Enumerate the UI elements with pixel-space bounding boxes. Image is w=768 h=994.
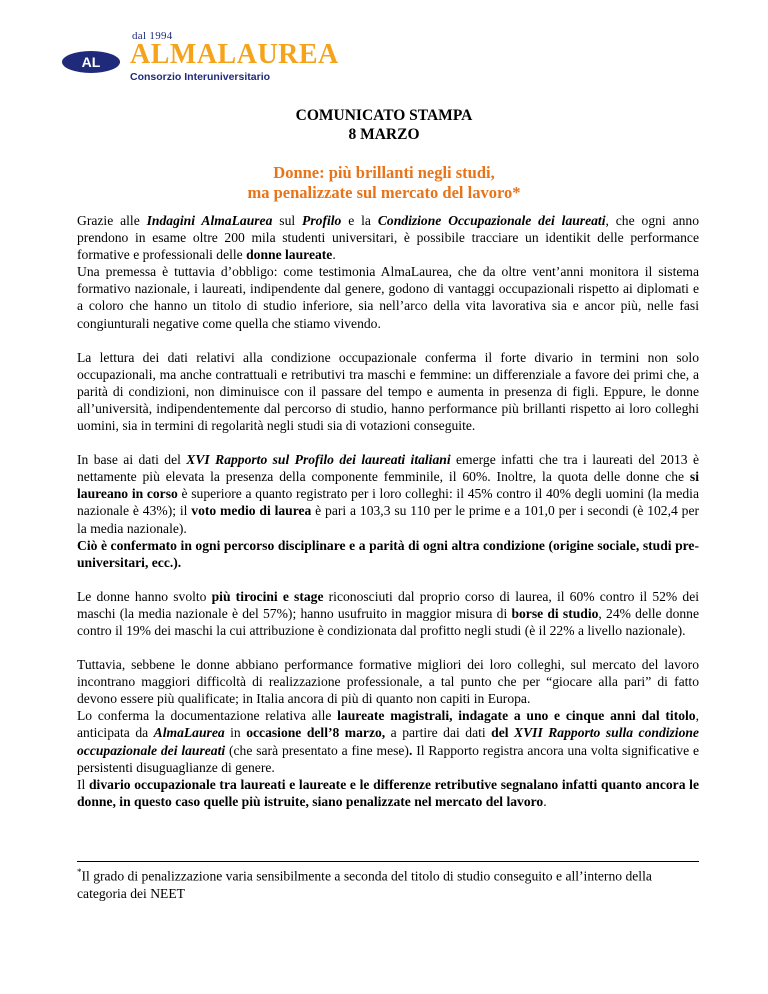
text-run: borse di studio (511, 605, 599, 621)
logo-mark: AL (62, 51, 120, 73)
text-run: XVII Rapporto sulla condizione occupazionale dei laureati (77, 725, 699, 758)
text-run: Il (77, 776, 89, 792)
text-run: in (224, 725, 247, 741)
paragraph (77, 656, 699, 810)
text-run: si laureano in corso (77, 469, 699, 502)
text-run: Le donne hanno svolto (77, 588, 212, 604)
text-run: Il Rapporto registra ancora una volta significative e persistenti disuguaglianze di genere. (77, 742, 700, 775)
text-run: (che sarà presentato a fine mese) (225, 742, 409, 758)
logo-wordmark: ALMALAUREA (130, 39, 339, 70)
text-run: XVI Rapporto sul Profilo dei laureati italiani (186, 452, 451, 468)
text-run: Grazie alle (77, 213, 147, 228)
text-run: Ciò è confermato in ogni percorso disciplinare e a parità di ogni altra condizione (origine sociale, studi pre-universitari, ecc.). (77, 537, 699, 570)
text-run: emerge infatti che tra i laureati del 2013 è nettamente più elevata la presenza della componente femminile, il 60%. Inoltre, la quota delle donne che (77, 452, 700, 485)
text-run: laureate magistrali, indagate a uno e cinque anni dal titolo (337, 708, 696, 724)
footnote-text: Il grado di penalizzazione varia sensibilmente a seconda del titolo di studio conseguito e all’interno della categoria dei NEET (77, 868, 652, 901)
text-run: , anticipata da (77, 708, 700, 741)
paragraph (77, 451, 699, 571)
text-run: e la (341, 213, 378, 228)
text-run: , che ogni anno prendono in esame oltre 200 mila studenti universitari, è possibile tracciare un identikit delle performance formative e professionali delle (77, 213, 700, 263)
text-run: Una premessa è tuttavia d’obbligo: come testimonia AlmaLaurea, che da oltre vent’anni monitora il sistema formativo nazionale, i laureati, indipendente dal genere, godono di vantaggi occupazionali rispetto ai diplomati e a coloro che hanno un titolo di studio inferiore, sia nell’arco della vita lavorativa sia e ancor più, nelle fasi congiunturali negative come quella che stiamo vivendo. (77, 264, 699, 331)
title-line-1: Donne: più brillanti negli studi, (273, 163, 495, 182)
almalaurea-logo (62, 30, 342, 88)
header-line-1: COMUNICATO STAMPA (295, 107, 473, 124)
text-run: La lettura dei dati relativi alla condizione occupazionale conferma il forte divario in termini non solo occupazionali, ma anche contrattuali e retributivi tra maschi e femmine: un differenziale a favore dei primi che, a parità di condizioni, non diminuisce con il passare del tempo e aumenta in presenza di figli. Eppure, le donne all’università, indipendentemente dal percorso di studio, hanno performance più brillanti rispetto ai loro colleghi uomini, sia in termini di regolarità negli studi sia di votazioni conseguite. (77, 349, 699, 434)
text-run: occasione dell’8 marzo, (246, 725, 386, 741)
logo-subtitle: Consorzio Interuniversitario (130, 71, 271, 83)
text-run: . (543, 793, 547, 809)
paragraph (77, 588, 699, 639)
title-line-2: ma penalizzate sul mercato del lavoro* (247, 183, 521, 202)
text-run: Indagini AlmaLaurea (146, 213, 273, 228)
text-run: riconosciuti dal proprio corso di laurea, il 60% contro il 52% dei maschi (la media nazionale è del 57%); hanno usufruito in maggior misura di (77, 588, 700, 621)
text-run: divario occupazionale tra laureati e laureate e le differenze retributive segnalano infatti quanto ancora le donne, in questo caso quelle più istruite, siano penalizzate nel mercato del lavoro (77, 776, 699, 809)
footnote-divider (77, 861, 699, 862)
text-run: a partire dai dati (385, 725, 492, 741)
text-run: sul (272, 213, 303, 228)
text-run: più tirocini e stage (211, 588, 324, 604)
text-run: Lo conferma la documentazione relativa alle (77, 708, 338, 724)
text-run: Condizione Occupazionale dei laureati (377, 213, 606, 228)
text-run: . (332, 247, 336, 263)
text-run: donne laureate (246, 247, 333, 263)
text-run: . (408, 742, 413, 758)
text-run: è superiore a quanto registrato per i loro colleghi: il 45% contro il 40% degli uomini (la media nazionale è 43%); il (77, 486, 699, 519)
logo-since: dal 1994 (132, 30, 173, 42)
body-text (77, 212, 699, 810)
text-run: In base ai dati del (77, 452, 187, 468)
text-run: voto medio di laurea (191, 503, 312, 519)
paragraph (77, 349, 699, 434)
text-run: Profilo (302, 213, 342, 228)
text-run: Tuttavia, sebbene le donne abbiano performance formative migliori dei loro colleghi, sul mercato del lavoro incontrano maggiori difficoltà di realizzazione professionale, a tal punto che per “giocare alla pari” di fatto devono essere più qualificate; in Italia ancora di più di quanto non capiti in Europa. (77, 657, 699, 707)
footnote (77, 864, 699, 902)
text-run: è pari a 103,3 su 110 per le prime e a 101,0 per i secondi (è 102,4 per la media nazionale). (77, 503, 700, 536)
text-run: AlmaLaurea (153, 725, 225, 741)
footnote-mark: * (77, 867, 82, 877)
paragraph (77, 212, 699, 332)
text-run: del (491, 725, 515, 741)
text-run: , 24% delle donne contro il 19% dei maschi la cui attribuzione è condizionata dal profitto negli studi (è il 22% a livello nazionale). (77, 605, 699, 638)
header-line-2: 8 MARZO (348, 126, 420, 143)
